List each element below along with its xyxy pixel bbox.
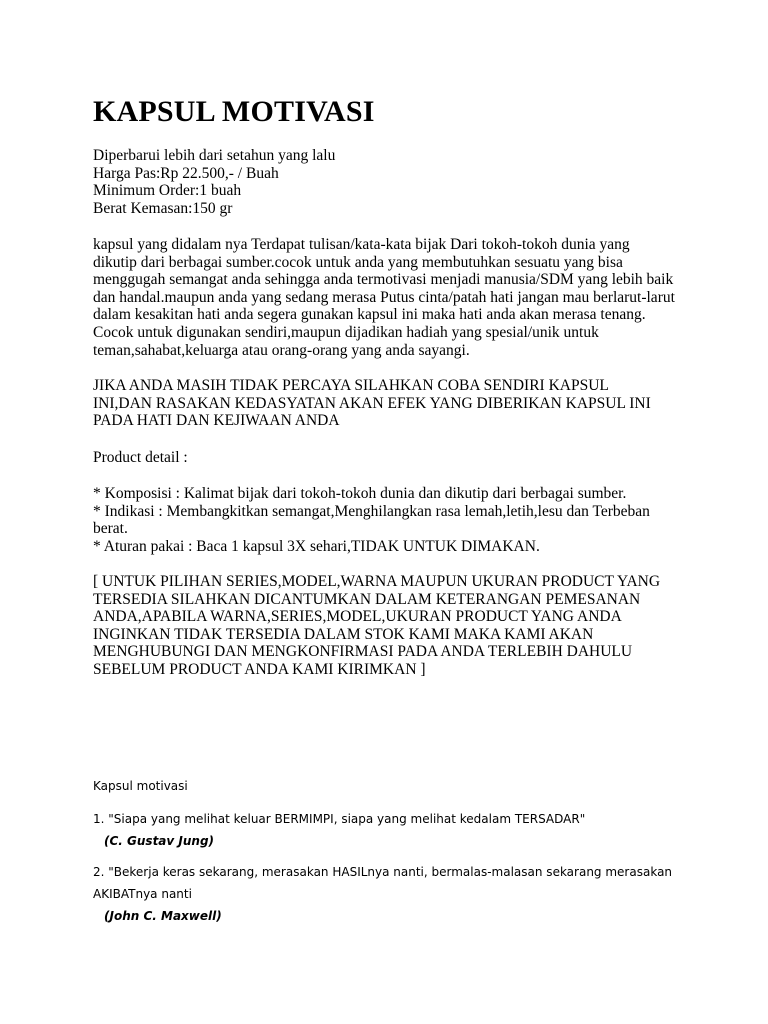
product-detail-heading: Product detail : [93, 449, 188, 466]
product-meta [93, 147, 335, 217]
description-line: teman,sahabat,keluarga atau orang-orang yang anda sayangi. [93, 341, 470, 359]
description-line: dalam kesakitan hati anda segera gunakan kapsul ini maka hati anda akan merasa tenang. [93, 306, 646, 324]
description-line: dikutip dari berbagai sumber.cocok untuk anda yang membutuhkan sesuatu yang bisa [93, 253, 623, 271]
description-line: dan handal.maupun anda yang sedang merasa Putus cinta/patah hati jangan mau berlarut-larut [93, 288, 675, 306]
notice-line: MENGHUBUNGI DAN MENGKONFIRMASI PADA ANDA TERLEBIH DAHULU [93, 643, 633, 661]
min-order-text: Minimum Order:1 buah [93, 182, 242, 200]
updated-text: Diperbarui lebih dari setahun yang lalu [93, 147, 336, 164]
notice-paragraph [93, 573, 660, 679]
notice-line: TERSEDIA SILAHKAN DICANTUMKAN DALAM KETERANGAN PEMESANAN [93, 590, 641, 608]
quote-item [93, 861, 672, 927]
detail-item: * Komposisi : Kalimat bijak dari tokoh-tokoh dunia dan dikutip dari berbagai sumber. [93, 485, 627, 502]
quote-author: (John C. Maxwell) [104, 909, 222, 923]
description-line: kapsul yang didalam nya Terdapat tulisan/kata-kata bijak Dari tokoh-tokoh dunia yang [93, 236, 630, 253]
notice-line: ANDA,APABILA WARNA,SERIES,MODEL,UKURAN PRODUCT YANG ANDA [93, 608, 622, 626]
quote-text: 1. "Siapa yang melihat keluar BERMIMPI, siapa yang melihat kedalam TERSADAR" [93, 812, 586, 826]
challenge-paragraph [93, 377, 651, 430]
product-detail-list [93, 485, 663, 555]
page-title: KAPSUL MOTIVASI [93, 95, 375, 128]
challenge-line: JIKA ANDA MASIH TIDAK PERCAYA SILAHKAN COBA SENDIRI KAPSUL [93, 377, 609, 394]
description-line: menggugah semangat anda sehingga anda termotivasi menjadi manusia/SDM yang lebih baik [93, 271, 674, 289]
description-line: Cocok untuk digunakan sendiri,maupun dijadikan hadiah yang spesial/unik untuk [93, 323, 599, 341]
challenge-line: PADA HATI DAN KEJIWAAN ANDA [93, 412, 340, 430]
quote-text: AKIBATnya nanti [93, 887, 192, 901]
quote-item [93, 808, 585, 852]
notice-line: [ UNTUK PILIHAN SERIES,MODEL,WARNA MAUPUN UKURAN PRODUCT YANG [93, 573, 661, 590]
notice-line: SEBELUM PRODUCT ANDA KAMI KIRIMKAN ] [93, 660, 426, 678]
detail-item: * Aturan pakai : Baca 1 kapsul 3X sehari,TIDAK UNTUK DIMAKAN. [93, 537, 540, 555]
price-text: Harga Pas:Rp 22.500,- / Buah [93, 164, 279, 182]
quote-author: (C. Gustav Jung) [104, 834, 215, 848]
challenge-line: INI,DAN RASAKAN KEDASYATAN AKAN EFEK YANG DIBERIKAN KAPSUL INI [93, 394, 651, 412]
quote-text: 2. "Bekerja keras sekarang, merasakan HASILnya nanti, bermalas-malasan sekarang merasakan [93, 865, 673, 879]
detail-item: * Indikasi : Membangkitkan semangat,Menghilangkan rasa lemah,letih,lesu dan Terbeban berat. [93, 502, 650, 538]
product-description [93, 236, 675, 359]
notice-line: INGINKAN TIDAK TERSEDIA DALAM STOK KAMI MAKA KAMI AKAN [93, 625, 594, 643]
weight-text: Berat Kemasan:150 gr [93, 199, 233, 217]
quotes-heading: Kapsul motivasi [93, 779, 188, 793]
